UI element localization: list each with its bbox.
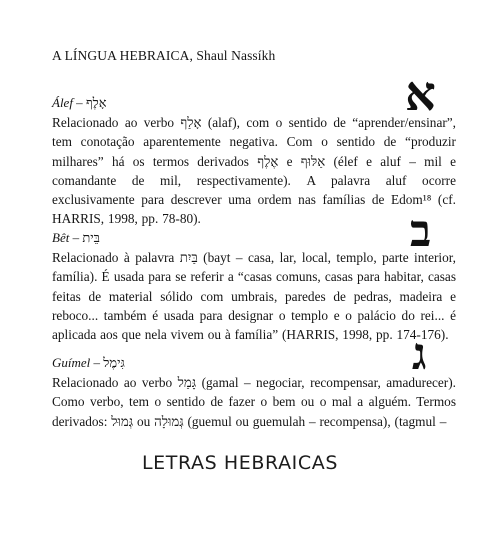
entry-aleph (52, 95, 456, 229)
image-caption: LETRAS HEBRAICAS (141, 452, 338, 474)
entry-title (52, 230, 456, 246)
entry-title-latin: Álef – (52, 95, 83, 110)
page-header: A LÍNGUA HEBRAICA, Shaul Nassíkh (52, 48, 276, 63)
entry-body: Relacionado ao verbo אָלַף (alaf), com o sentido de “aprender/ensinar”, tem conotação aparentemente negativa. Com o sentido de “produzir milhares” há os termos derivados אֶלֶף e אַלּוּף (élef e aluf – mil e comandante de mil, respectivamente). A palavra aluf ocorre exclusivamente para descrever uma ordem nas famílias de Edom¹⁸ (cf. HARRIS, 1998, pp. 78-80). (52, 115, 457, 227)
entry-title (52, 95, 456, 111)
top-strip (0, 0, 480, 22)
entry-title-latin: Guímel – (52, 355, 101, 370)
entry-gimel (52, 355, 456, 431)
aleph-glyph: א (405, 66, 436, 122)
entry-title-hebrew: אָלֶף (85, 95, 107, 110)
gimel-glyph: ג (412, 329, 427, 380)
entry-title-hebrew: בֵּית (82, 230, 100, 245)
entry-body: Relacionado ao verbo גָּמַל (gamal – negociar, recompensar, amadurecer). Como verbo, tem o sentido de fazer o bem ou o mal a alguém. Termos derivados: גְּמוּל ou גְּמוּלָה (guemul ou guemulah – recompensa), (tagmul – (52, 375, 456, 429)
entry-title-hebrew: גִּימֶל (103, 355, 125, 370)
entry-body: Relacionado à palavra בַּיִת (bayt – casa, lar, local, templo, parte interior, família). É usada para se referir a “casas comuns, casas para habitar, casas feitas de material sólido com umbrais, paredes de pedras, madeira e reboco... também é usada para designar o templo e o palácio do rei... é aplicada aos que nela vivem ou à família” (HARRIS, 1998, pp. 174-176). (52, 250, 456, 343)
entry-title (52, 355, 456, 371)
bet-glyph: ב (410, 206, 432, 257)
entry-bet (52, 230, 456, 344)
entry-title-latin: Bêt – (52, 230, 80, 245)
